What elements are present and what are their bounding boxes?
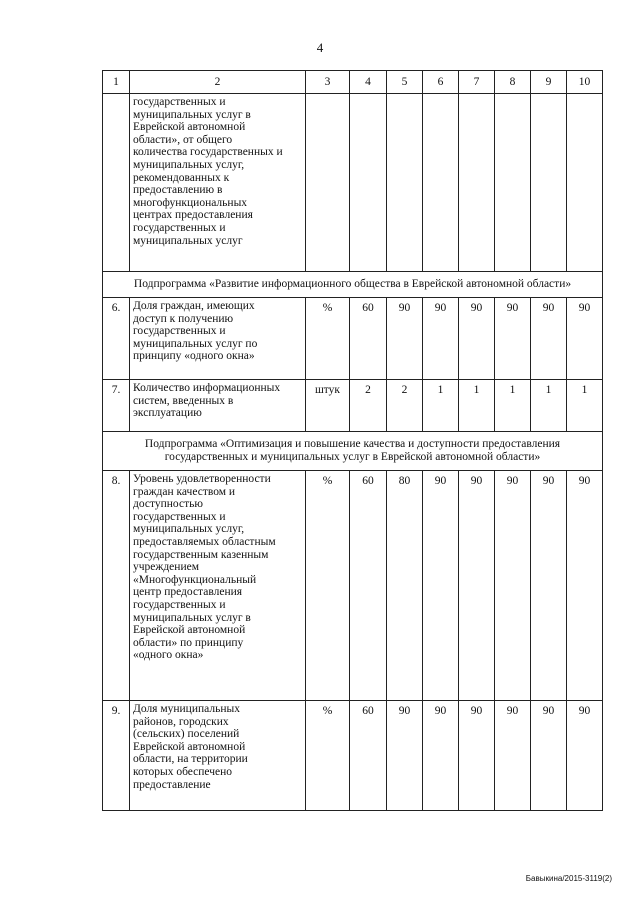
value-cell: 60 — [350, 471, 387, 701]
value-cell: 90 — [531, 701, 567, 811]
row-number: 8. — [103, 471, 130, 701]
subprogram-text: Подпрограмма «Развитие информационного общества в Еврейской автономной области» — [133, 278, 572, 290]
document-reference: Бавыкина/2015-3119(2) — [525, 874, 612, 883]
value-cell: 90 — [459, 471, 495, 701]
unit-cell: % — [306, 298, 350, 380]
column-header: 4 — [350, 71, 387, 94]
value-cell: 90 — [387, 298, 423, 380]
value-cell: 2 — [350, 380, 387, 432]
indicator-name-cell — [130, 298, 306, 380]
indicator-text: Уровень удовлетворенности граждан качеством и доступностью государственных и муниципальных услуг, предоставляемых областным государственным казенным учреждением «Многофункциональный центр предоставления государственных и муниципальных услуг в Еврейской автономной области» по принципу «одного окна» — [133, 473, 276, 662]
table-row — [103, 298, 603, 380]
subprogram-row — [103, 432, 603, 471]
indicator-name-cell — [130, 471, 306, 701]
column-header: 10 — [567, 71, 603, 94]
value-cell: 90 — [459, 298, 495, 380]
value-cell: 90 — [567, 298, 603, 380]
unit-cell: % — [306, 701, 350, 811]
column-header: 3 — [306, 71, 350, 94]
value-cell — [459, 94, 495, 272]
header-row — [103, 71, 603, 94]
subprogram-text: Подпрограмма «Оптимизация и повышение качества и доступности предоставления государственных и муниципальных услуг в Еврейской автономной области» — [144, 438, 561, 463]
value-cell: 60 — [350, 298, 387, 380]
value-cell: 90 — [459, 701, 495, 811]
value-cell: 90 — [495, 701, 531, 811]
indicators-table — [102, 70, 603, 811]
row-number: 6. — [103, 298, 130, 380]
value-cell — [350, 94, 387, 272]
indicator-name-cell — [130, 701, 306, 811]
column-header: 5 — [387, 71, 423, 94]
value-cell: 90 — [567, 471, 603, 701]
subprogram-title — [103, 432, 603, 471]
column-header: 8 — [495, 71, 531, 94]
value-cell: 1 — [531, 380, 567, 432]
subprogram-row — [103, 272, 603, 298]
value-cell — [531, 94, 567, 272]
value-cell — [423, 94, 459, 272]
table-row — [103, 471, 603, 701]
value-cell: 90 — [423, 298, 459, 380]
value-cell: 2 — [387, 380, 423, 432]
value-cell: 90 — [567, 701, 603, 811]
value-cell: 1 — [567, 380, 603, 432]
value-cell: 1 — [495, 380, 531, 432]
table-row — [103, 380, 603, 432]
page-number: 4 — [316, 40, 324, 55]
value-cell — [387, 94, 423, 272]
value-cell: 90 — [495, 298, 531, 380]
value-cell: 90 — [387, 701, 423, 811]
value-cell: 1 — [423, 380, 459, 432]
indicator-text: Количество информационных систем, введенных в эксплуатацию — [133, 382, 281, 420]
value-cell: 90 — [531, 471, 567, 701]
indicator-name-cell — [130, 94, 306, 272]
value-cell — [495, 94, 531, 272]
unit-cell: % — [306, 471, 350, 701]
column-header: 7 — [459, 71, 495, 94]
indicator-text: Доля муниципальных районов, городских (сельских) поселений Еврейской автономной области, на территории которых обеспечено предоставление — [133, 703, 248, 791]
row-number-cell — [103, 94, 130, 272]
row-number: 9. — [103, 701, 130, 811]
column-header: 2 — [130, 71, 306, 94]
column-header: 9 — [531, 71, 567, 94]
column-header: 1 — [103, 71, 130, 94]
indicator-text: государственных и муниципальных услуг в Еврейской автономной области», от общего количества государственных и муниципальных услуг, рекомендованных к предоставлению в многофункциональных центрах предоставления государственных и муниципальных услуг — [133, 96, 283, 247]
value-cell — [306, 94, 350, 272]
value-cell — [567, 94, 603, 272]
value-cell: 90 — [423, 701, 459, 811]
table-row — [103, 701, 603, 811]
value-cell: 90 — [423, 471, 459, 701]
value-cell: 90 — [495, 471, 531, 701]
indicator-text: Доля граждан, имеющих доступ к получению государственных и муниципальных услуг по принципу «одного окна» — [133, 300, 258, 363]
column-header: 6 — [423, 71, 459, 94]
table-row — [103, 94, 603, 272]
unit-cell: штук — [306, 380, 350, 432]
value-cell: 1 — [459, 380, 495, 432]
row-number: 7. — [103, 380, 130, 432]
value-cell: 80 — [387, 471, 423, 701]
value-cell: 90 — [531, 298, 567, 380]
indicator-name-cell — [130, 380, 306, 432]
value-cell: 60 — [350, 701, 387, 811]
subprogram-title — [103, 272, 603, 298]
